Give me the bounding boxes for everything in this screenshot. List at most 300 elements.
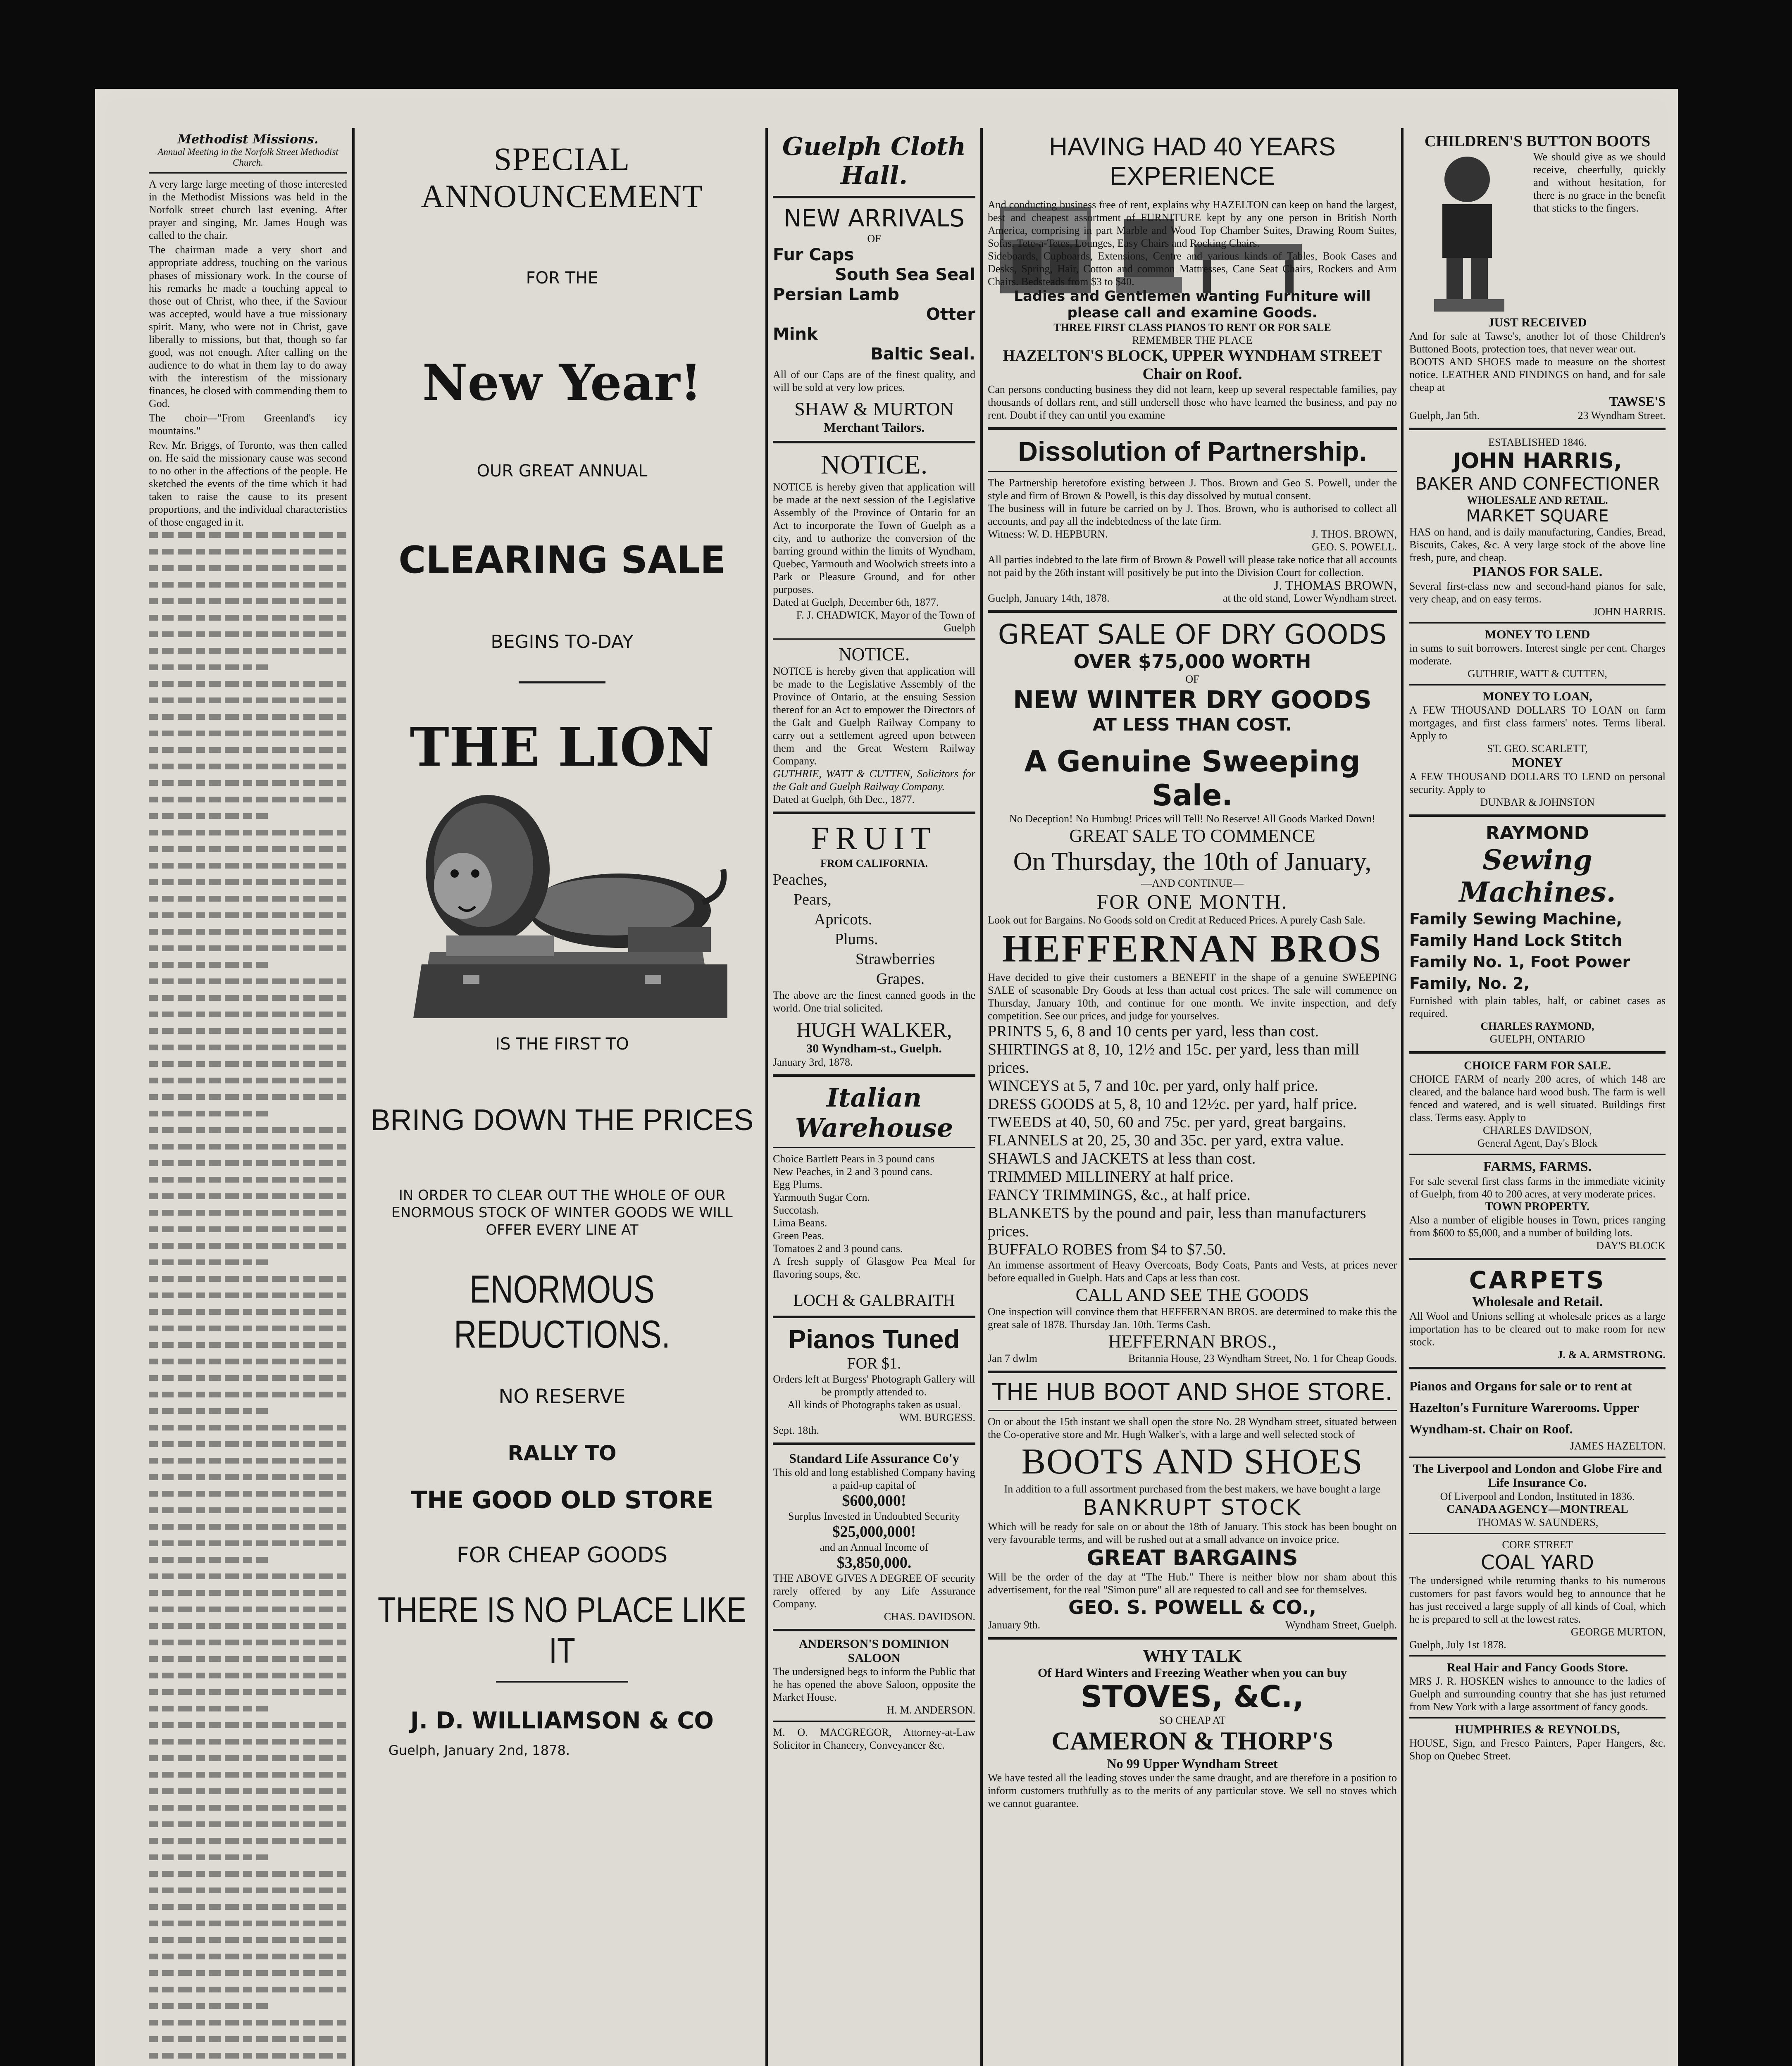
fruit-item: Plums. (835, 931, 878, 948)
lookout-note: Look out for Bargains. No Goods sold on Credit at Reduced Prices. A purely Cash Sale. (988, 914, 1365, 926)
fruit-from: FROM CALIFORNIA. (820, 857, 928, 869)
hub-heading: THE HUB BOOT AND SHOE STORE. (992, 1379, 1393, 1406)
ad-for-the: FOR THE (526, 269, 598, 288)
price-line: FANCY TRIMMINGS, &c., at half price. (988, 1186, 1251, 1204)
button-boots-heading: CHILDREN'S BUTTON BOOTS (1424, 133, 1651, 150)
market-square: MARKET SQUARE (1466, 507, 1609, 526)
ad-enormous: ENORMOUS REDUCTIONS. (454, 1267, 670, 1357)
money-to-lend: MONEY TO LEND (1485, 628, 1590, 641)
money-loan-body: A FEW THOUSAND DOLLARS TO LOAN on farm mortgages, and first class farmers' notes. Terms liberal. Apply to (1409, 704, 1666, 742)
illegible-text-line (149, 1408, 347, 1421)
pianos-organs: Pianos and Organs for sale or to rent at Hazelton's Furniture Warerooms. Upper Wyndham-st. Chair on Roof. (1409, 1378, 1639, 1436)
illegible-text-line (149, 1061, 347, 1074)
price-line: BUFFALO ROBES from $4 to $7.50. (988, 1241, 1226, 1258)
illegible-text-line (149, 1111, 347, 1123)
notice-signature: F. J. CHADWICK, Mayor of the Town of Guelph (796, 609, 975, 634)
money-to-loan: MONEY TO LOAN, (1482, 690, 1592, 703)
harris-body: HAS on hand, and is daily manufacturing, Candies, Bread, Biscuits, Cakes, &c. A very large stock of the above line fresh, pure, and cheap. (1409, 526, 1666, 564)
fur-item: Mink (773, 325, 818, 344)
sewing-item: Family Hand Lock Stitch (1409, 931, 1623, 950)
raymond: RAYMOND (1485, 823, 1589, 844)
illegible-text-line (149, 797, 347, 809)
illegible-text-line (149, 962, 347, 975)
standard-income-value: $3,850,000. (836, 1554, 912, 1571)
harris-signature: JOHN HARRIS. (1593, 606, 1666, 618)
town-property: TOWN PROPERTY. (1485, 1200, 1590, 1213)
illegible-text-line (149, 747, 347, 760)
choice-farm: CHOICE FARM FOR SALE. (1464, 1059, 1611, 1072)
price-line: TWEEDS at 40, 50, 60 and 75c. per yard, great bargains. (988, 1114, 1346, 1131)
ad-our-great: OUR GREAT ANNUAL (477, 462, 648, 481)
illegible-text-line (149, 1259, 347, 1272)
carpets: CARPETS (1469, 1266, 1606, 1294)
italian-items (773, 1152, 975, 1281)
hugh-date: January 3rd, 1878. (773, 1056, 853, 1068)
italian-item: A fresh supply of Glasgow Pea Meal for flavoring soups, &c. (773, 1255, 975, 1280)
dissolution-body3: All parties indebted to the late firm of Brown & Powell will please take notice that all accounts not paid by the 26th instant will positively be put into the Division Court for collection. (988, 554, 1397, 578)
article-paragraph: Rev. Mr. Briggs, of Toronto, was then called on. He said the missionary cause was second to no other in the affections of the people. He sketched the events of the time which it had taken to raise the cause to its present proportions, and the individual characteristics of those engaged in it. (149, 439, 347, 528)
column-rule (980, 128, 983, 2066)
price-line: SHIRTINGS at 8, 10, 12½ and 15c. per yard, less than mill prices. (988, 1041, 1360, 1076)
notice-heading: NOTICE. (838, 644, 910, 664)
humphries-body: HOUSE, Sign, and Fresco Painters, Paper Hangers, &c. Shop on Quebec Street. (1409, 1737, 1666, 1762)
fruit-list (773, 870, 975, 989)
italian-warehouse: Italian Warehouse (795, 1083, 953, 1143)
illegible-text-line (149, 697, 347, 710)
illegible-text-line (149, 1937, 347, 1950)
farm-body: CHOICE FARM of nearly 200 acres, of which 148 are cleared, and the balance hard wood bush. The farm is well fenced and watered, and is well situated. Buildings first class. Terms easy. Apply to (1409, 1073, 1666, 1123)
money2-body: A FEW THOUSAND DOLLARS TO LEND on personal security. Apply to (1409, 771, 1666, 795)
hazelton-note: Can persons conducting business they did not learn, keep up several respectable families, pay thousands of dollars rent, and still undersell those who have learned the business, and pay no rent. Doubt if they can until you examine (988, 383, 1397, 421)
fruit-item: Apricots. (814, 911, 872, 928)
coal-body: The undersigned while returning thanks to his numerous customers for past favors would beg to announce that he has just received a large supply of all kinds of Coal, which he is prepared to sell at the lowest rates. (1409, 1575, 1666, 1625)
illegible-text-line (149, 1871, 347, 1884)
article-paragraph: The chairman made a very short and appropriate address, touching on the various phases of missionary work. In the course of his remarks he made a touching appeal to those out of Christ, who thee, if the Saviour was accepted, would have a true missionary spirit. Many, who were not in Christ, gave liberally to missions, but that, though so far good, was not enough. After calling on the audience to do what in them lay to do away with the interestism of the missionary finances, he closed with commending them to God. (149, 244, 347, 409)
heffernan-signature: HEFFERNAN BROS., (1108, 1331, 1277, 1352)
column-methodist-missions (149, 132, 347, 2066)
signature-brown: J. THOS. BROWN, (1311, 528, 1397, 540)
cameron-body: We have tested all the leading stoves under the same draught, and are therefore in a position to inform customers truthfully as to the merits of any particular stove. We sell no stoves which we cannot guarantee. (988, 1772, 1397, 1809)
illegible-text-line (149, 1392, 347, 1404)
ad-no-reserve: NO RESERVE (498, 1385, 626, 1408)
illegible-text-line (149, 1045, 347, 1057)
heffernan-address: Britannia House, 23 Wyndham Street, No. 1 for Cheap Goods. (1128, 1352, 1397, 1364)
column-rule (1401, 128, 1404, 2066)
column-three-ads (773, 132, 975, 2066)
illegible-text-line (149, 615, 347, 628)
ad-good-old-store: THE GOOD OLD STORE (411, 1486, 713, 1514)
established: ESTABLISHED 1846. (1488, 436, 1587, 448)
italian-item: Yarmouth Sugar Corn. (773, 1191, 870, 1203)
farms-heading: FARMS, FARMS. (1483, 1159, 1592, 1174)
stoves: STOVES, &C., (1081, 1679, 1304, 1714)
standard-invest: Surplus Invested in Undoubted Security (788, 1510, 960, 1522)
boots-and-shoes: BOOTS AND SHOES (1021, 1442, 1363, 1482)
standard-body: This old and long established Company having a paid-up capital of (773, 1466, 975, 1491)
illegible-text-line (149, 1160, 347, 1173)
illegible-text-line (149, 1425, 347, 1438)
illegible-text-line (149, 1987, 347, 1999)
illegible-text-line (149, 1921, 347, 1933)
price-line: DRESS GOODS at 5, 8, 10 and 12½c. per yard, half price. (988, 1095, 1357, 1113)
raymond-signature: CHARLES RAYMOND, (1480, 1020, 1594, 1032)
burgess-date: Sept. 18th. (773, 1424, 819, 1436)
john-harris: JOHN HARRIS, (1453, 449, 1622, 474)
illegible-text-line (149, 714, 347, 727)
hub-body: On or about the 15th instant we shall open the store No. 28 Wyndham street, situated between the Co-operative store and Mr. Hugh Walker's, with a large and well selected stock of (988, 1416, 1397, 1440)
tawse-date: Guelph, Jan 5th. (1409, 409, 1480, 421)
sale-commence: GREAT SALE TO COMMENCE (1069, 826, 1315, 846)
carpets-sub: Wholesale and Retail. (1472, 1294, 1603, 1309)
notice-signature: GUTHRIE, WATT & CUTTEN, Solicitors for the Galt and Guelph Railway Company. (773, 768, 975, 793)
anderson-saloon: ANDERSON'S DOMINION SALOON (798, 1637, 950, 1665)
carpets-body: All Wool and Unions selling at wholesale prices as a large importation has to be cleared out to make room for new stock. (1409, 1310, 1666, 1348)
illegible-text-line (149, 1788, 347, 1801)
hazelton-heading: HAVING HAD 40 YEARS EXPERIENCE (1049, 133, 1336, 190)
illegible-text-line (149, 1656, 347, 1669)
inspection-note: One inspection will convince them that HEFFERNAN BROS. are determined to make this the great sale of 1878. Thursday Jan. 10th. Terms Cash. (988, 1306, 1397, 1331)
illegible-text-line (149, 1772, 347, 1785)
standard-surplus: $25,000,000! (832, 1523, 916, 1540)
illegible-text-line (149, 764, 347, 776)
hazelton-signature: JAMES HAZELTON. (1570, 1440, 1666, 1452)
hazelton-ladies: Ladies and Gentlemen wanting Furniture will please call and examine Goods. (1014, 288, 1371, 321)
illegible-text-line (149, 1854, 347, 1867)
illegible-text-line (149, 1573, 347, 1586)
illegible-text-line (149, 2020, 347, 2033)
sewing-list (1409, 908, 1666, 994)
merchant-tailors: Merchant Tailors. (823, 420, 925, 435)
chair-on-roof: Chair on Roof. (1142, 365, 1242, 383)
armstrong: J. & A. ARMSTRONG. (1557, 1349, 1666, 1361)
heffernan-body2: An immense assortment of Heavy Overcoats, Body Coats, Pants and Vests, at prices never before equalled in Guelph. Hats and Caps at less than cost. (988, 1259, 1397, 1284)
price-line: BLANKETS by the pound and pair, less than manufacturers prices. (988, 1204, 1366, 1240)
powell-date: January 9th. (988, 1619, 1041, 1631)
standard-gives: THE ABOVE GIVES A DEGREE OF security rarely offered by any Life Assurance Company. (773, 1572, 975, 1610)
pianos-tuned: Pianos Tuned (788, 1324, 960, 1354)
illegible-text-line (149, 2036, 347, 2049)
column-five-ads (1409, 132, 1666, 2066)
fur-item: Fur Caps (773, 245, 854, 264)
illegible-text-line (149, 648, 347, 661)
illegible-text-line (149, 1359, 347, 1371)
article-subtitle: Annual Meeting in the Norfolk Street Methodist Church. (157, 147, 338, 168)
murton: GEORGE MURTON, (1570, 1626, 1666, 1638)
ad-in-order: IN ORDER TO CLEAR OUT THE WHOLE OF OUR ENORMOUS STOCK OF WINTER GOODS WE WILL OFFER EVERY LINE AT (391, 1187, 733, 1238)
jtb-date: Guelph, January 14th, 1878. (988, 592, 1110, 604)
price-line: WINCEYS at 5, 7 and 10c. per yard, only half price. (988, 1077, 1318, 1095)
new-arrivals: NEW ARRIVALS (784, 204, 965, 232)
powell-address: Wyndham Street, Guelph. (1285, 1619, 1397, 1631)
price-line: TRIMMED MILLINERY at half price. (988, 1168, 1234, 1185)
davidson: CHARLES DAVIDSON, (1483, 1124, 1592, 1136)
scarlett: ST. GEO. SCARLETT, (1487, 743, 1588, 755)
great-sale-heading: GREAT SALE OF DRY GOODS (998, 619, 1387, 650)
witness: Witness: W. D. HEPBURN. (988, 528, 1108, 540)
illegible-text-line (149, 1507, 347, 1520)
macgregor-card: M. O. MACGREGOR, Attorney-at-Law Solicitor in Chancery, Conveyancer &c. (773, 1726, 975, 1751)
notice-body: NOTICE is hereby given that application will be made to the Legislative Assembly of the Province of Ontario, at the ensuing Session thereof for an Act to empower the Directors of the Galt and Guelph Railway Company to carry out a settlement agreed upon between them and the Great Western Railway Company. (773, 665, 975, 767)
fruit-item: Strawberries (855, 950, 935, 968)
humphries: HUMPHRIES & REYNOLDS, (1455, 1723, 1620, 1736)
illegible-text-line (149, 1673, 347, 1685)
fruit-note: The above are the finest canned goods in the world. One trial solicited. (773, 989, 975, 1014)
illegible-text-line (149, 582, 347, 595)
dissolution-heading: Dissolution of Partnership. (1018, 436, 1367, 467)
illegible-text-line (149, 1292, 347, 1305)
new-winter-goods: NEW WINTER DRY GOODS (1013, 685, 1372, 714)
illegible-text-line (149, 1078, 347, 1090)
article-paragraph: A very large large meeting of those interested in the Methodist Missions was held in the Norfolk street church last evening. After prayer and singing, Mr. James Hough was called to the chair. (149, 178, 347, 241)
column-rule (352, 128, 355, 2066)
pianos-sale: PIANOS FOR SALE. (1472, 564, 1603, 579)
illegible-text-line (149, 1193, 347, 1206)
illegible-text-line (149, 1094, 347, 1107)
boy-illustration (1409, 150, 1525, 316)
illegible-text-line (149, 830, 347, 843)
liverpool: The Liverpool and London and Globe Fire and Life Insurance Co. (1413, 1462, 1662, 1490)
of-label: OF (1185, 673, 1199, 685)
coal-date: Guelph, July 1st 1878. (1409, 1639, 1506, 1651)
tawse-address: 23 Wyndham Street. (1578, 409, 1666, 421)
ad-signature: J. D. WILLIAMSON & CO (410, 1707, 714, 1734)
notice-heading: NOTICE. (820, 450, 928, 480)
core-street: CORE STREET (1502, 1539, 1573, 1551)
italian-item: Succotash. (773, 1204, 819, 1216)
illegible-text-line (149, 598, 347, 611)
hazelton-body2: Sideboards, Cupboards, Extensions, Centre and various kinds of Tables, Book Cases and Desks, Spring, Hair, Cotton and common Mattresses, Cane Seat Chairs, Rockers and Arm Chairs. Bedsteads from $3 to $40. (988, 250, 1397, 288)
illegible-text-line (149, 1706, 347, 1718)
hugh-address: 30 Wyndham-st., Guelph. (806, 1042, 942, 1055)
just-received: JUST RECEIVED (1488, 316, 1587, 329)
davidson-title: General Agent, Day's Block (1477, 1137, 1598, 1149)
illegible-text-line (149, 1276, 347, 1289)
baker-confectioner: BAKER AND CONFECTIONER (1415, 474, 1660, 494)
italian-item: Tomatoes 2 and 3 pound cans. (773, 1242, 903, 1254)
illegible-text-line (149, 863, 347, 876)
illegible-text-line (149, 879, 347, 892)
illegible-text-line (149, 1342, 347, 1355)
illegible-text-line (149, 1226, 347, 1239)
illegible-text-line (149, 1375, 347, 1388)
bankrupt-body: Which will be ready for sale on or about the 18th of January. This stock has been bought on very favourable terms, and will be rushed out at a small advance on invoice price. (988, 1521, 1397, 1545)
genuine-sweeping-sale: A Genuine Sweeping Sale. (1024, 745, 1361, 812)
one-month: FOR ONE MONTH. (1096, 890, 1288, 913)
ad-bring-down: BRING DOWN THE PRICES (370, 1104, 754, 1137)
saunders: THOMAS W. SAUNDERS, (1476, 1516, 1599, 1528)
boots-note: We should give as we should receive, cheerfully, quickly and without hesitation, for there is no grace in the benefit that sticks to the fingers. (1533, 151, 1666, 214)
illegible-text-line (149, 1524, 347, 1537)
illegible-text-line (149, 1904, 347, 1917)
boots-body: In addition to a full assortment purchased from the best makers, we have bought a large (1004, 1483, 1381, 1495)
ad-clearing-sale: CLEARING SALE (398, 538, 726, 582)
illegible-text-line (149, 1326, 347, 1338)
fur-item: South Sea Seal (835, 265, 975, 284)
and-continue: —AND CONTINUE— (1141, 877, 1244, 889)
italian-item: New Peaches, in 2 and 3 pound cans. (773, 1166, 933, 1178)
jtb-place: at the old stand, Lower Wyndham street. (1222, 592, 1397, 604)
illegible-text-line (149, 549, 347, 562)
article-title: Methodist Missions. (177, 132, 319, 147)
furs-note: All of our Caps are of the finest quality, and will be sold at very low prices. (773, 369, 975, 393)
pianos-sale-body: Several first-class new and second-hand pianos for sale, very cheap, and on easy terms. (1409, 580, 1666, 605)
fruit-heading: FRUIT (811, 820, 937, 856)
bankrupt-stock: BANKRUPT STOCK (1082, 1495, 1302, 1520)
illegible-text-line (149, 1012, 347, 1024)
price-line: PRINTS 5, 6, 8 and 10 cents per yard, less than cost. (988, 1023, 1319, 1040)
why-talk: WHY TALK (1142, 1646, 1242, 1666)
thursday-date: On Thursday, the 10th of January, (1013, 847, 1372, 876)
italian-item: Egg Plums. (773, 1178, 822, 1190)
illegible-text-line (149, 1739, 347, 1752)
illegible-text-line (149, 1309, 347, 1322)
newspaper-page (95, 89, 1678, 2066)
illegible-text-line (149, 1127, 347, 1140)
illegible-text-line (149, 1722, 347, 1735)
ad-dateline: Guelph, January 2nd, 1878. (388, 1742, 570, 1758)
at-less-than-cost: AT LESS THAN COST. (1092, 714, 1292, 735)
ad-rally: RALLY TO (508, 1441, 617, 1465)
ad-new-year: New Year! (422, 354, 702, 412)
hazelton-body: And conducting business free of rent, explains why HAZELTON can keep on hand the largest, best and cheapest assortment of FURNITURE kept by any one person in British North America, comprising in part Marble and Wood Top Chamber Suites, Drawing Room Suites, Sofas, Tete-a-Tetes, Lounges, Easy Chairs and Rocking Chairs. (988, 199, 1397, 249)
fruit-item: Peaches, (773, 871, 827, 888)
heffernan-body: Have decided to give their customers a BENEFIT in the shape of a genuine SWEEPING SALE of seasonable Dry Goods at less than actual cost prices. The sale will commence on Thursday, January 10th, and continue for one month. We invite inspection, and defy competition. See our prices, and judge for yourselves. (988, 971, 1397, 1022)
fancy-goods: Real Hair and Fancy Goods Store. (1446, 1661, 1628, 1674)
sewing-item: Family No. 1, Foot Power (1409, 953, 1630, 971)
hard-winters: Of Hard Winters and Freezing Weather when you can buy (1037, 1666, 1347, 1680)
ad-heading: SPECIAL ANNOUNCEMENT (421, 141, 703, 214)
jan7: Jan 7 dwlm (988, 1352, 1037, 1364)
hazelton-pianos: THREE FIRST CLASS PIANOS TO RENT OR FOR SALE (1053, 321, 1331, 333)
farms-body: For sale several first class farms in the immediate vicinity of Guelph, from 40 to 200 acres, at very moderate prices. (1409, 1175, 1666, 1200)
illegible-text-line (149, 532, 347, 545)
illegible-text-line (149, 664, 347, 677)
illegible-text-line (149, 681, 347, 694)
cameron-thorp: CAMERON & THORP'S (1051, 1727, 1333, 1755)
ad-cheap-goods: FOR CHEAP GOODS (456, 1543, 668, 1568)
ad-no-place: THERE IS NO PLACE LIKE IT (377, 1590, 747, 1671)
town-body: Also a number of eligible houses in Town, prices ranging from $600 to $5,000, and a number of building lots. (1409, 1214, 1666, 1239)
fruit-item: Grapes. (876, 970, 925, 988)
cameron-address: No 99 Upper Wyndham Street (1107, 1756, 1278, 1771)
illegible-text-line (149, 846, 347, 859)
leather-findings: BOOTS AND SHOES made to measure on the shortest notice. LEATHER AND FINDINGS on hand, and for sale cheap at (1409, 356, 1666, 393)
column-rule (765, 128, 768, 2066)
illegible-text-line (149, 1838, 347, 1851)
price-line: FLANNELS at 20, 25, 30 and 35c. per yard, extra value. (988, 1132, 1344, 1149)
raymond-note: Furnished with plain tables, half, or cabinet cases as required. (1409, 995, 1666, 1019)
fur-item: Baltic Seal. (870, 345, 975, 364)
no-deception: No Deception! No Humbug! Prices will Tell! No Reserve! All Goods Marked Down! (1009, 813, 1375, 825)
standard-agent: CHAS. DAVIDSON. (884, 1611, 975, 1623)
loch-galbraith: LOCH & GALBRAITH (793, 1291, 955, 1309)
standard-life: Standard Life Assurance Co'y (789, 1451, 959, 1466)
illegible-text-line (149, 1210, 347, 1223)
illegible-text-line (149, 1805, 347, 1818)
hugh-walker: HUGH WALKER, (796, 1018, 952, 1041)
sewing-machines: Sewing Machines. (1459, 844, 1616, 908)
illegible-text-line (149, 1954, 347, 1966)
notice-body: NOTICE is hereby given that application will be made at the next session of the Legislative Assembly of the Province of Ontario for an Act to incorporate the Town of Guelph as a city, and to authorize the conversion of the barring ground within the limits of Wyndham, Quebec, Yarmouth and Woolwich streets into a Park or Pleasure Ground, and for other purposes. (773, 481, 975, 595)
illegible-text-line (149, 1474, 347, 1487)
williamson-lion-advertisement (364, 132, 760, 2066)
hazelton-block: HAZELTON'S BLOCK, UPPER WYNDHAM STREET (1003, 347, 1382, 364)
lion-illustration (397, 787, 727, 1018)
notice-date: Dated at Guelph, December 6th, 1877. (773, 596, 939, 608)
illegible-text-line (149, 1590, 347, 1603)
fur-item: Persian Lamb (773, 285, 899, 304)
fruit-item: Pears, (794, 891, 832, 908)
illegible-text-line (149, 1491, 347, 1504)
illegible-text-line (149, 1887, 347, 1900)
illegible-text-line (149, 631, 347, 644)
illegible-text-line (149, 896, 347, 909)
so-cheap: SO CHEAP AT (1159, 1714, 1226, 1726)
sewing-item: Family Sewing Machine, (1409, 910, 1623, 928)
illegible-text-line (149, 929, 347, 942)
remember-place: REMEMBER THE PLACE (1132, 334, 1253, 346)
liverpool-sub: Of Liverpool and London, Instituted in 1836. (1440, 1490, 1635, 1502)
coal-yard: COAL YARD (1480, 1551, 1594, 1574)
illegible-text-line (149, 1144, 347, 1157)
days-block: DAY'S BLOCK (1596, 1240, 1666, 1252)
hosken: MRS J. R. HOSKEN wishes to announce to the ladies of Guelph and surrounding country that she has just returned from New York with a large assortment of fancy goods. (1409, 1675, 1666, 1713)
fur-item: Otter (926, 305, 975, 324)
illegible-text-line (149, 1623, 347, 1636)
illegible-text-line (149, 813, 347, 826)
anderson-body: The undersigned begs to inform the Public that he has opened the above Saloon, opposite the Market House. (773, 1666, 975, 1703)
illegible-text-line (149, 995, 347, 1008)
illegible-text-line (149, 1689, 347, 1702)
illegible-text-line (149, 780, 347, 793)
illegible-text-line (149, 1755, 347, 1768)
tawse: TAWSE'S (1609, 394, 1666, 409)
guthrie-watt: GUTHRIE, WATT & CUTTEN, (1468, 668, 1607, 680)
italian-item: Green Peas. (773, 1230, 825, 1242)
ad-is-first: IS THE FIRST TO (495, 1035, 629, 1054)
dunbar-johnston: DUNBAR & JOHNSTON (1480, 796, 1595, 808)
anderson-signature: H. M. ANDERSON. (886, 1704, 975, 1716)
illegible-text-line (149, 912, 347, 925)
italian-item: Lima Beans. (773, 1217, 827, 1229)
illegible-text-line (149, 731, 347, 743)
great-bargains: GREAT BARGAINS (1087, 1546, 1298, 1571)
wholesale-retail: WHOLESALE AND RETAIL. (1467, 494, 1608, 506)
price-line: SHAWLS and JACKETS at less than cost. (988, 1150, 1256, 1167)
illegible-text-line (149, 1821, 347, 1834)
illegible-text-line (149, 2003, 347, 2016)
ad-the-lion: THE LION (410, 716, 715, 778)
illegible-text-line (149, 1970, 347, 1983)
order-of-day: Will be the order of the day at "The Hub." There is neither blow nor sham about this advertisement, for the real "Simon pure" all are requested to call and see for themselves. (988, 1571, 1397, 1596)
column-four-ads (988, 132, 1397, 2066)
illegible-text-line (149, 1540, 347, 1553)
illegible-text-line (149, 1441, 347, 1454)
money-lend-body: in sums to suit borrowers. Interest single per cent. Charges moderate. (1409, 642, 1666, 667)
signature-powell: GEO. S. POWELL. (1312, 541, 1397, 553)
dissolution-body2: The business will in future be carried on by J. Thos. Brown, who is authorised to collect all accounts, and pay all the indebtedness of the late firm. (988, 502, 1397, 527)
illegible-text-line (149, 1607, 347, 1619)
raymond-place: GUELPH, ONTARIO (1489, 1033, 1585, 1045)
sewing-item: Family, No. 2, (1409, 974, 1530, 993)
article-paragraph: The choir—"From Greenland's icy mountains." (149, 412, 347, 437)
call-and-see: CALL AND SEE THE GOODS (1075, 1285, 1309, 1305)
dissolution-body: The Partnership heretofore existing between J. Thos. Brown and Geo S. Powell, under the style and firm of Brown & Powell, is this day dissolved by mutual consent. (988, 477, 1397, 502)
shaw-murton: SHAW & MURTON (794, 398, 954, 419)
illegible-text-line (149, 1243, 347, 1256)
price-list (988, 1022, 1397, 1259)
powell-signature: GEO. S. POWELL & CO., (1068, 1596, 1316, 1619)
